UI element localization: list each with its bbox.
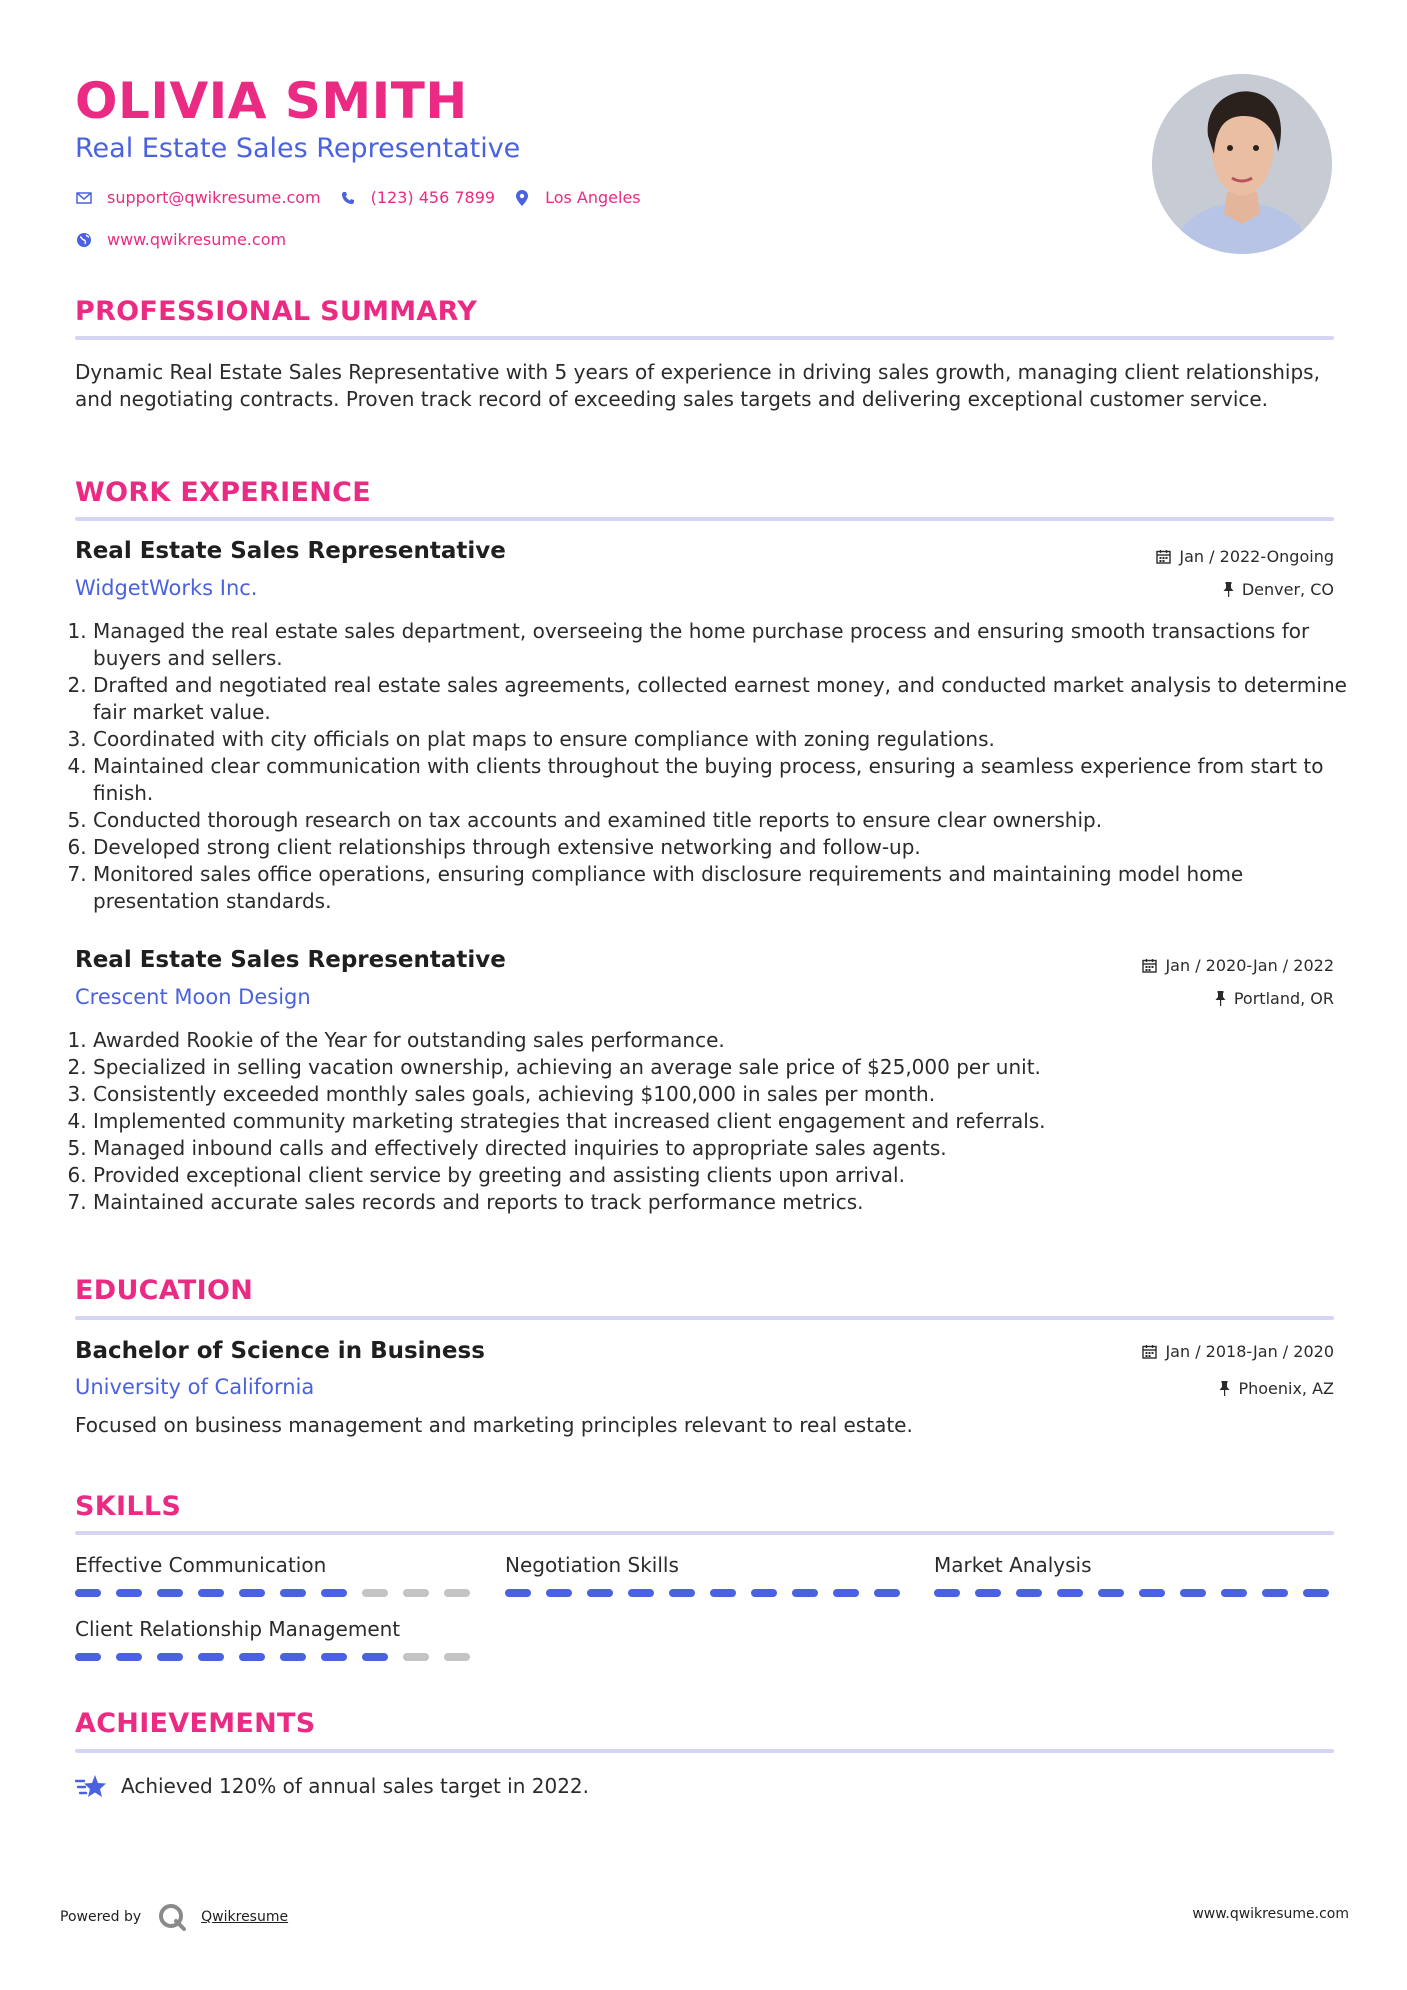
candidate-name: OLIVIA SMITH [75, 72, 468, 130]
skill-level-dash [546, 1589, 572, 1597]
skill-level-dash [874, 1589, 900, 1597]
website-row [75, 230, 304, 249]
skill-level-dash [1057, 1589, 1083, 1597]
skill-level-dash [198, 1653, 224, 1661]
education-dates-text: Jan / 2018-Jan / 2020 [1165, 1342, 1334, 1361]
skill-level-dash [362, 1589, 388, 1597]
achievements-heading: ACHIEVEMENTS [75, 1708, 316, 1739]
list-item: 5. Conducted thorough research on tax accounts and examined title reports to ensure clear ownership. [93, 807, 1352, 834]
skill-level-dash [239, 1653, 265, 1661]
job-title: Real Estate Sales Representative [75, 538, 506, 564]
skill-level-dash [116, 1653, 142, 1661]
skill-level-bar [934, 1589, 1334, 1597]
skill-name: Client Relationship Management [75, 1617, 401, 1641]
skill-level-dash [75, 1589, 101, 1597]
skill-level-dash [321, 1653, 347, 1661]
skill-level-bar [505, 1589, 905, 1597]
skill-item [75, 1553, 475, 1597]
job-dates-text: Jan / 2020-Jan / 2022 [1165, 956, 1334, 975]
skill-level-dash [444, 1589, 470, 1597]
skill-name: Market Analysis [934, 1553, 1092, 1577]
list-item: 1. Managed the real estate sales department, overseeing the home purchase process and ensuring smooth transactions for buyers and sellers. [93, 618, 1352, 672]
calendar-icon [1156, 549, 1171, 564]
envelope-icon [75, 189, 93, 207]
profile-photo [1152, 74, 1332, 254]
pushpin-icon [1219, 1381, 1230, 1396]
skill-level-dash [1303, 1589, 1329, 1597]
skills-divider [75, 1531, 1334, 1535]
skill-level-dash [587, 1589, 613, 1597]
education-description: Focused on business management and marketing principles relevant to real estate. [75, 1413, 913, 1437]
skill-level-dash [157, 1589, 183, 1597]
skill-level-dash [362, 1653, 388, 1661]
skill-level-dash [116, 1589, 142, 1597]
skill-item [934, 1553, 1334, 1597]
summary-heading: PROFESSIONAL SUMMARY [75, 296, 478, 327]
phone-icon [339, 189, 357, 207]
website-text[interactable]: www.qwikresume.com [107, 230, 287, 249]
education-location-text: Phoenix, AZ [1238, 1379, 1334, 1398]
education-heading: EDUCATION [75, 1275, 254, 1306]
summary-divider [75, 336, 1334, 340]
skill-level-dash [505, 1589, 531, 1597]
skill-level-dash [833, 1589, 859, 1597]
qwikresume-logo-icon [157, 1902, 187, 1932]
skill-level-dash [1180, 1589, 1206, 1597]
job-bullets [75, 618, 1352, 915]
location-item [513, 188, 641, 207]
degree-title: Bachelor of Science in Business [75, 1338, 485, 1364]
skill-level-bar [75, 1589, 475, 1597]
skill-level-dash [75, 1653, 101, 1661]
location-text: Los Angeles [545, 188, 641, 207]
skill-item [505, 1553, 905, 1597]
list-item: 7. Monitored sales office operations, ensuring compliance with disclosure requirements and maintaining model home presentation standards. [93, 861, 1352, 915]
calendar-icon [1142, 1344, 1157, 1359]
experience-divider [75, 517, 1334, 521]
skill-level-dash [321, 1589, 347, 1597]
achievement-item [75, 1773, 589, 1799]
skills-heading: SKILLS [75, 1491, 182, 1522]
email-text[interactable]: support@qwikresume.com [107, 188, 321, 207]
education-divider [75, 1316, 1334, 1320]
job-dates [1142, 956, 1334, 975]
map-pin-icon [513, 189, 531, 207]
summary-text: Dynamic Real Estate Sales Representative with 5 years of experience in driving sales growth, managing client relationships, and negotiating contracts. Proven track record of exceeding sales targets and delivering exceptional customer service. [75, 360, 1320, 411]
skill-level-dash [1139, 1589, 1165, 1597]
education-location [1219, 1379, 1334, 1398]
list-item: 3. Consistently exceeded monthly sales goals, achieving $100,000 in sales per month. [93, 1081, 1352, 1108]
skill-item [75, 1617, 475, 1661]
calendar-icon [1142, 958, 1157, 973]
pushpin-icon [1215, 991, 1226, 1006]
website-item[interactable] [75, 230, 286, 249]
email-item[interactable] [75, 188, 321, 207]
achievements-divider [75, 1749, 1334, 1753]
globe-icon [75, 231, 93, 249]
candidate-role: Real Estate Sales Representative [75, 133, 521, 164]
list-item: 1. Awarded Rookie of the Year for outstanding sales performance. [93, 1027, 1352, 1054]
skill-level-dash [198, 1589, 224, 1597]
skill-level-dash [1262, 1589, 1288, 1597]
contact-row [75, 188, 659, 207]
job-location [1223, 580, 1334, 599]
skill-level-dash [751, 1589, 777, 1597]
skill-level-dash [280, 1589, 306, 1597]
job-location [1215, 989, 1334, 1008]
list-item: 4. Implemented community marketing strategies that increased client engagement and referrals. [93, 1108, 1352, 1135]
skill-level-bar [75, 1653, 475, 1661]
skill-level-dash [669, 1589, 695, 1597]
phone-item [339, 188, 495, 207]
star-icon [75, 1773, 107, 1799]
job-dates-text: Jan / 2022-Ongoing [1179, 547, 1334, 566]
skill-level-dash [1221, 1589, 1247, 1597]
skill-level-dash [710, 1589, 736, 1597]
skill-level-dash [934, 1589, 960, 1597]
list-item: 6. Developed strong client relationships through extensive networking and follow-up. [93, 834, 1352, 861]
pushpin-icon [1223, 582, 1234, 597]
job-company: Crescent Moon Design [75, 985, 311, 1009]
skill-level-dash [975, 1589, 1001, 1597]
skill-name: Effective Communication [75, 1553, 327, 1577]
list-item: 2. Drafted and negotiated real estate sales agreements, collected earnest money, and conducted market analysis to determine fair market value. [93, 672, 1352, 726]
list-item: 5. Managed inbound calls and effectively directed inquiries to appropriate sales agents. [93, 1135, 1352, 1162]
school-name: University of California [75, 1375, 315, 1399]
list-item: 7. Maintained accurate sales records and reports to track performance metrics. [93, 1189, 1352, 1216]
powered-by-label: Powered by [60, 1909, 142, 1925]
skill-level-dash [280, 1653, 306, 1661]
skill-level-dash [628, 1589, 654, 1597]
job-title: Real Estate Sales Representative [75, 947, 506, 973]
footer-website[interactable]: www.qwikresume.com [1192, 1906, 1349, 1922]
list-item: 3. Coordinated with city officials on plat maps to ensure compliance with zoning regulations. [93, 726, 1352, 753]
experience-heading: WORK EXPERIENCE [75, 477, 371, 508]
job-dates [1156, 547, 1334, 566]
qwikresume-link[interactable]: Qwikresume [201, 1909, 289, 1925]
list-item: 6. Provided exceptional client service by greeting and assisting clients upon arrival. [93, 1162, 1352, 1189]
skill-level-dash [792, 1589, 818, 1597]
job-bullets [75, 1027, 1352, 1216]
skill-level-dash [403, 1589, 429, 1597]
job-location-text: Denver, CO [1241, 580, 1334, 599]
skill-level-dash [1016, 1589, 1042, 1597]
skill-level-dash [444, 1653, 470, 1661]
job-company: WidgetWorks Inc. [75, 576, 258, 600]
footer-powered-by [60, 1902, 288, 1932]
list-item: 2. Specialized in selling vacation ownership, achieving an average sale price of $25,000 per unit. [93, 1054, 1352, 1081]
list-item: 4. Maintained clear communication with clients throughout the buying process, ensuring a seamless experience from start to finish. [93, 753, 1352, 807]
education-dates [1142, 1342, 1334, 1361]
skill-level-dash [239, 1589, 265, 1597]
skill-level-dash [1098, 1589, 1124, 1597]
phone-text: (123) 456 7899 [370, 188, 496, 207]
skill-name: Negotiation Skills [505, 1553, 679, 1577]
skill-level-dash [403, 1653, 429, 1661]
skill-level-dash [157, 1653, 183, 1661]
job-location-text: Portland, OR [1233, 989, 1334, 1008]
achievement-text: Achieved 120% of annual sales target in 2022. [121, 1774, 590, 1798]
